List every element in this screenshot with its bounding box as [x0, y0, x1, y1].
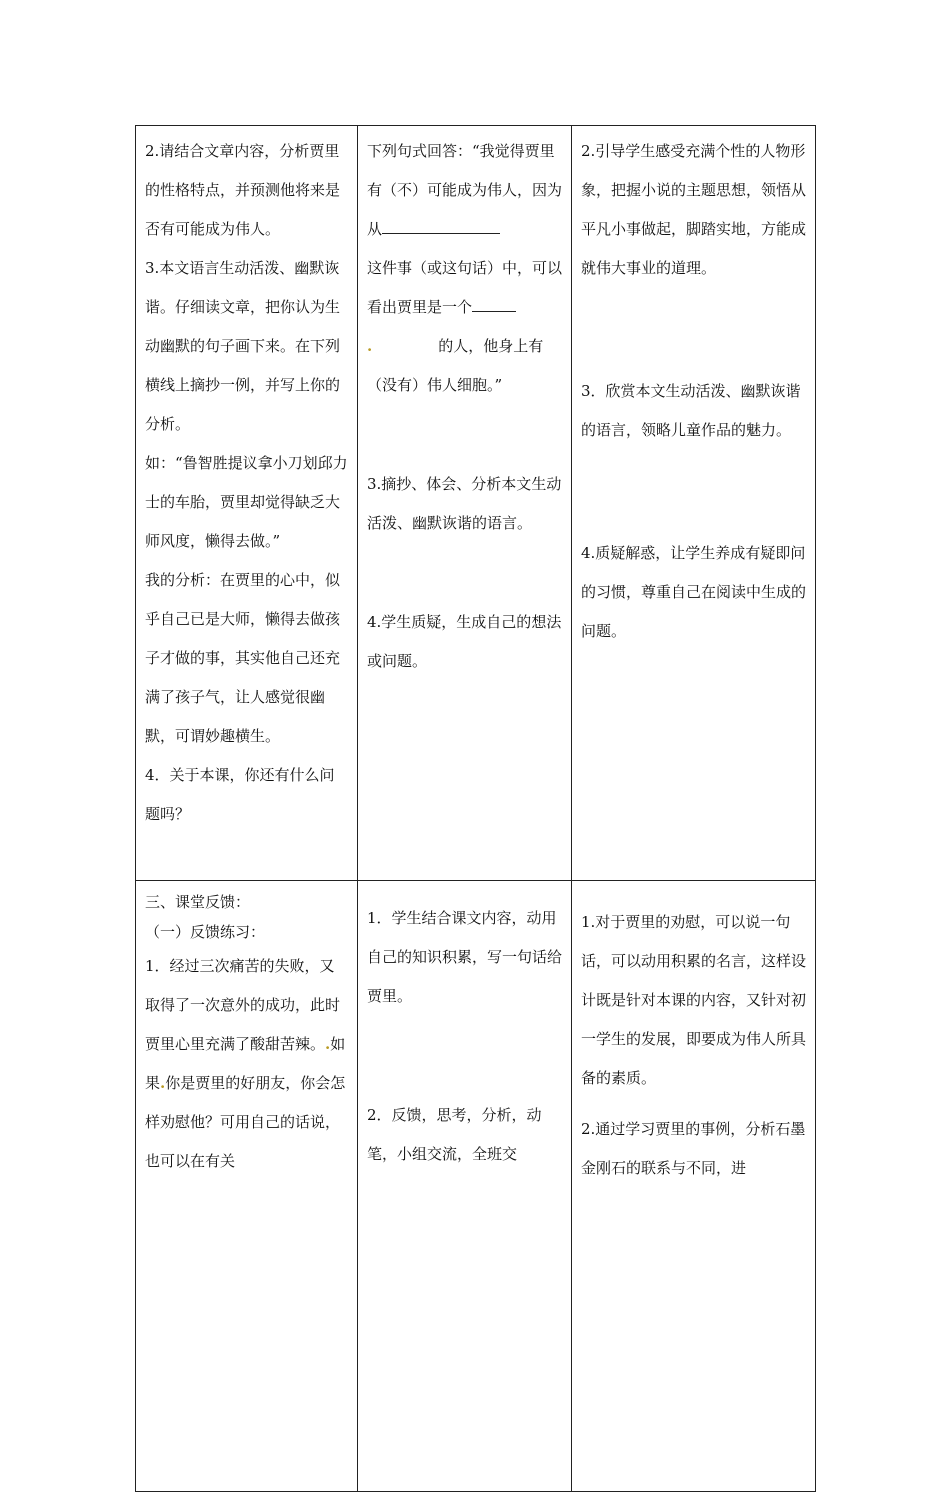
- intent-4: 4.质疑解惑，让学生养成有疑即问的习惯，尊重自己在阅读中生成的问题。: [581, 544, 807, 640]
- student-task-cell: [136, 881, 358, 1492]
- design-intent-cell: [572, 881, 816, 1492]
- marker-dot: .: [367, 337, 373, 355]
- activity-1: 1．学生结合课文内容，动用自己的知识积累，写一句话给贾里。: [367, 909, 563, 1005]
- student-activity-cell: [358, 881, 572, 1492]
- marker-dot: .: [325, 1035, 331, 1053]
- activity-3: 3.摘抄、体会、分析本文生动活泼、幽默诙谐的语言。: [367, 475, 562, 532]
- intent-2: 2.通过学习贾里的事例，分析石墨金刚石的联系与不同，进: [581, 1120, 806, 1177]
- marker-dot: .: [160, 1074, 166, 1092]
- answer-format-line: [367, 249, 562, 327]
- question-3: 3.本文语言生动活泼、幽默诙谐。仔细读文章，把你认为生动幽默的句子画下来。在下列横线上摘抄一例，并写上你的分析。: [145, 259, 341, 433]
- activity-4: 4.学生质疑，生成自己的想法或问题。: [367, 613, 562, 670]
- answer-format-part-2: 这件事（或这句话）中，可以看出贾里是一个: [367, 259, 563, 316]
- intent-2: 2.引导学生感受充满个性的人物形象，把握小说的主题思想，领悟从平凡小事做起，脚踏实地，方能成就伟大事业的道理。: [581, 142, 807, 277]
- student-task-cell: [136, 126, 358, 881]
- question-2: 2.请结合文章内容，分析贾里的性格特点，并预测他将来是否有可能成为伟人。: [145, 142, 341, 238]
- answer-format-part-3: 的人，他身上有（没有）伟人细胞。”: [367, 337, 544, 394]
- analysis-text: 我的分析：在贾里的心中，似乎自己已是大师，懒得去做孩子才做的事，其实他自己还充满了孩子气，让人感觉很幽默，可谓妙趣横生。: [145, 571, 341, 745]
- answer-format-part-1: 下列句式回答：“我觉得贾里有（不）可能成为伟人，因为从: [367, 142, 563, 238]
- intent-1: 1.对于贾里的劝慰，可以说一句话，可以动用积累的名言，这样设计既是针对本课的内容，又针对初一学生的发展，即要成为伟人所具备的素质。: [581, 913, 807, 1087]
- subsection-heading: （一）反馈练习：: [145, 923, 266, 941]
- answer-format-line: [367, 132, 562, 249]
- activity-2: 2．反馈，思考，分析，动笔，小组交流，全班交: [367, 1106, 542, 1163]
- question-4: 4．关于本课，你还有什么问题吗？: [145, 766, 335, 823]
- exercise-1: 1．经过三次痛苦的失败，又取得了一次意外的成功，此时贾里心里充满了酸甜苦辣。.如果.你是贾里的好朋友，你会怎样劝慰他？可用自己的话说，也可以在有关: [145, 957, 346, 1170]
- design-intent-cell: [572, 126, 816, 881]
- student-activity-cell: [358, 126, 572, 881]
- section-heading: 三、课堂反馈：: [145, 893, 251, 911]
- intent-3: 3．欣赏本文生动活泼、幽默诙谐的语言，领略儿童作品的魅力。: [581, 382, 801, 439]
- table-row: [136, 126, 816, 881]
- fill-blank[interactable]: [472, 295, 516, 312]
- lesson-plan-table: [135, 125, 816, 1492]
- example-sentence: 如：“鲁智胜提议拿小刀划邱力士的车胎，贾里却觉得缺乏大师风度，懒得去做。”: [145, 454, 348, 550]
- table-row: [136, 881, 816, 1492]
- answer-format-line: [367, 327, 562, 405]
- fill-blank[interactable]: [382, 217, 500, 234]
